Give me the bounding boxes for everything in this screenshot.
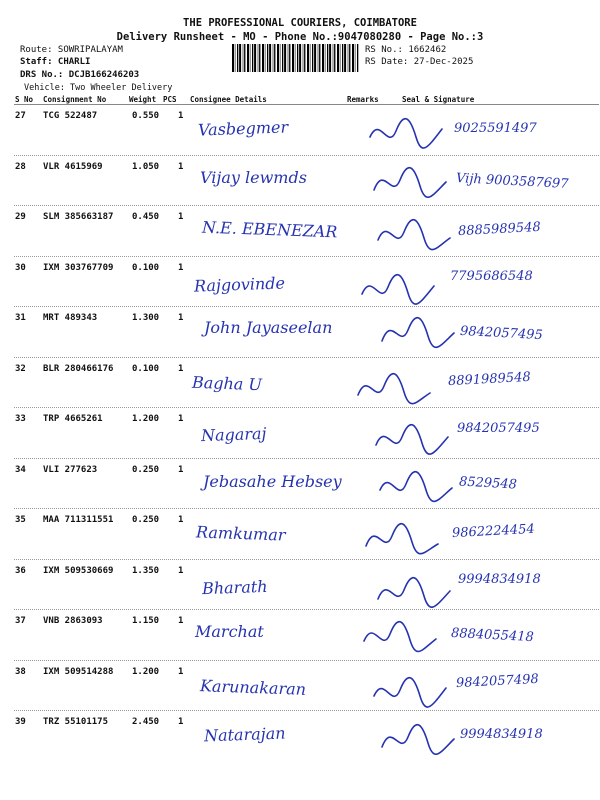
drs-label: DRS No.: DCJB166246203 (20, 70, 140, 80)
row-sno: 35 (15, 515, 26, 525)
company-title: THE PROFESSIONAL COURIERS, COIMBATORE (183, 17, 417, 29)
signature-scribble (378, 312, 458, 352)
row-weight: 1.350 (132, 565, 160, 576)
row-sno: 38 (15, 666, 26, 677)
row-consignment-no: TRP 4665261 (43, 414, 103, 424)
row-weight: 0.250 (132, 515, 160, 525)
row-sno: 28 (15, 161, 26, 172)
row-sno: 34 (15, 464, 26, 475)
row-pcs: 1 (178, 414, 184, 424)
table-row (14, 660, 599, 712)
row-weight: 0.250 (132, 464, 160, 475)
table-row (14, 256, 599, 308)
table-row (14, 104, 599, 156)
row-sno: 29 (15, 212, 26, 222)
consignee-handwriting: Marchat (195, 622, 264, 641)
row-weight: 0.550 (132, 111, 160, 121)
row-pcs: 1 (178, 161, 184, 172)
runsheet-subtitle: Delivery Runsheet - MO - Phone No.:9047080280 - Page No.:3 (116, 31, 484, 43)
signature-scribble (354, 368, 434, 408)
row-sno: 27 (15, 111, 26, 121)
row-consignment-no: SLM 385663187 (43, 212, 114, 222)
signature-handwriting: 9842057498 (455, 671, 540, 691)
signature-scribble (372, 419, 452, 459)
row-sno: 31 (15, 313, 26, 323)
signature-handwriting: 8884055418 (450, 625, 535, 646)
signature-handwriting: 8885989548 (457, 219, 542, 240)
table-row (14, 508, 599, 560)
signature-scribble (362, 518, 442, 558)
row-weight: 2.450 (132, 717, 160, 727)
signature-scribble (366, 113, 446, 153)
signature-handwriting: Vijh 9003587697 (455, 170, 569, 192)
signature-scribble (358, 269, 438, 309)
table-row (14, 155, 599, 207)
signature-handwriting: 8891989548 (447, 369, 532, 389)
row-consignment-no: BLR 280466176 (43, 363, 114, 374)
signature-handwriting: 9025591497 (454, 121, 537, 136)
row-consignment-no: TRZ 55101175 (43, 717, 109, 727)
table-row (14, 357, 599, 409)
row-weight: 1.200 (132, 414, 160, 424)
row-pcs: 1 (178, 666, 184, 677)
signature-scribble (378, 719, 458, 759)
signature-scribble (376, 466, 456, 506)
col-consignment: Consignment No (43, 95, 107, 104)
signature-handwriting: 9862224454 (451, 521, 536, 542)
row-pcs: 1 (178, 262, 184, 273)
vehicle-label: Vehicle: Two Wheeler Delivery (24, 83, 173, 93)
consignee-handwriting: Bagha U (191, 372, 263, 394)
row-pcs: 1 (178, 464, 184, 475)
signature-handwriting: 9994834918 (460, 727, 543, 742)
signature-handwriting: 7795686548 (450, 268, 533, 284)
signature-handwriting: 9842057495 (459, 323, 544, 344)
route-label: Route: SOWRIPALAYAM (20, 45, 123, 55)
row-weight: 1.300 (132, 313, 160, 323)
consignee-handwriting: Vijay lewmds (200, 167, 307, 187)
row-sno: 33 (15, 414, 26, 424)
consignee-handwriting: N.E. EBENEZAR (201, 217, 338, 242)
table-row (14, 205, 599, 257)
row-sno: 36 (15, 565, 26, 576)
consignee-handwriting: Nagaraj (200, 423, 267, 446)
row-sno: 30 (15, 262, 26, 273)
row-pcs: 1 (178, 111, 184, 121)
col-consignee: Consignee Details (190, 95, 267, 104)
row-pcs: 1 (178, 313, 184, 323)
row-consignment-no: IXM 509514288 (43, 666, 114, 677)
signature-handwriting: 9994834918 (458, 571, 541, 587)
row-consignment-no: IXM 509530669 (43, 565, 114, 576)
row-pcs: 1 (178, 717, 184, 727)
row-weight: 1.150 (132, 616, 160, 626)
signature-handwriting: 8529548 (458, 473, 518, 493)
signature-handwriting: 9842057495 (457, 421, 540, 436)
row-consignment-no: IXM 303767709 (43, 262, 114, 273)
consignee-handwriting: Bharath (201, 576, 268, 598)
col-weight: Weight (129, 95, 157, 104)
signature-scribble (370, 672, 450, 712)
row-sno: 32 (15, 363, 26, 374)
table-row (14, 458, 599, 510)
signature-scribble (374, 572, 454, 612)
staff-label: Staff: CHARLI (20, 57, 91, 67)
row-pcs: 1 (178, 515, 184, 525)
row-consignment-no: VNB 2863093 (43, 616, 103, 626)
row-sno: 37 (15, 616, 26, 626)
table-row (14, 559, 599, 611)
signature-scribble (370, 162, 450, 202)
signature-scribble (374, 214, 454, 254)
consignee-handwriting: Karunakaran (199, 675, 307, 699)
col-seal: Seal & Signature (402, 95, 475, 104)
row-sno: 39 (15, 717, 26, 727)
row-consignment-no: VLR 4615969 (43, 161, 103, 172)
table-row (14, 407, 599, 459)
rs-date: RS Date: 27-Dec-2025 (365, 57, 474, 67)
row-pcs: 1 (178, 616, 184, 626)
row-consignment-no: VLI 277623 (43, 464, 98, 475)
row-weight: 1.200 (132, 666, 160, 677)
rs-number: RS No.: 1662462 (365, 45, 447, 55)
row-pcs: 1 (178, 363, 184, 374)
col-remarks: Remarks (347, 95, 379, 104)
row-weight: 1.050 (132, 161, 160, 172)
row-consignment-no: MAA 711311551 (43, 515, 114, 525)
signature-scribble (360, 616, 440, 656)
row-pcs: 1 (178, 565, 184, 576)
barcode (232, 44, 360, 72)
table-row (14, 609, 599, 661)
consignee-handwriting: John Jayaseelan (204, 318, 333, 337)
table-row (14, 306, 599, 358)
consignee-handwriting: Vasbegmer (197, 117, 289, 140)
col-pcs: PCS (163, 95, 177, 104)
row-consignment-no: TCG 522487 (43, 111, 98, 121)
consignee-handwriting: Natarajan (203, 723, 286, 746)
row-pcs: 1 (178, 212, 184, 222)
row-weight: 0.450 (132, 212, 160, 222)
table-row (14, 710, 599, 762)
col-sno: S No (15, 95, 34, 104)
row-weight: 0.100 (132, 363, 160, 374)
row-weight: 0.100 (132, 262, 160, 273)
consignee-handwriting: Rajgovinde (193, 272, 286, 296)
row-consignment-no: MRT 489343 (43, 313, 98, 323)
consignee-handwriting: Ramkumar (195, 522, 286, 545)
consignee-handwriting: Jebasahe Hebsey (203, 471, 342, 491)
